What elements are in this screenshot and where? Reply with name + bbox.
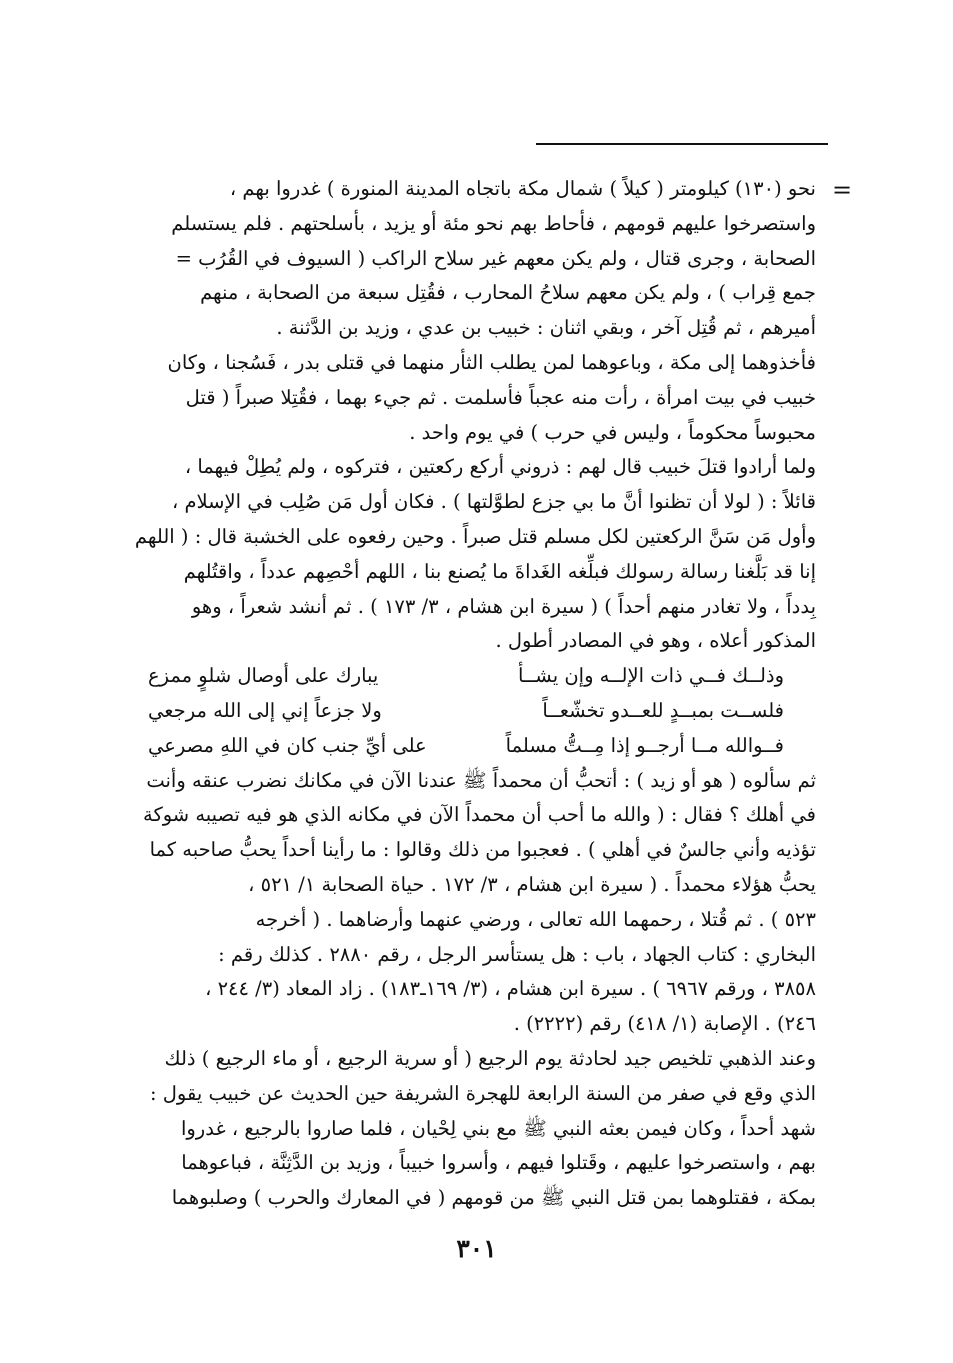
footnote-line: قائلاً : ( لولا أن تظنوا أنَّ ما بي جزع لطوَّلتها ) . فكان أول مَن صُلِب في الإسلام ، [171, 490, 816, 514]
footnote-line: وأول مَن سَنَّ الركعتين لكل مسلم قتل صبراً . وحين رفعوه على الخشبة قال : ( اللهم [134, 524, 816, 548]
footnote-line: الذي وقع في صفر من السنة الرابعة للهجرة الشريفة حين الحديث عن خبيب يقول : [149, 1081, 816, 1105]
footnote-line: ثم سألوه ( هو أو زيد ) : أتحبُّ أن محمداً ﷺ عندنا الآن في مكانك نضرب عنقه وأنت [146, 768, 816, 792]
poem-first-hemistich: فلســت بمبــدٍ للعــدو تخشّعــاً [542, 698, 784, 722]
footnote-line: إنا قد بَلَّغنا رسالة رسولك فبلِّغه الغَداةَ ما يُصنع بنا ، اللهم أحْصِهم عدداً ، واقتُلهم [183, 559, 816, 583]
footnote-line: وعند الذهبي تلخيص جيد لحادثة يوم الرجيع ( أو سرية الرجيع ، أو ماء الرجيع ) ذلك [164, 1046, 816, 1070]
footnote-line: واستصرخوا عليهم قومهم ، فأحاط بهم نحو مئة أو يزيد ، بأسلحتهم . فلم يستسلم [171, 211, 816, 235]
footnote-line: خبيب في بيت امرأة ، رأت منه عجباً فأسلمت . ثم جيء بهما ، فقُتِلا صبراً ( قتل [185, 385, 816, 409]
page-number: ٣٠١ [456, 1234, 497, 1263]
footnote-line: الصحابة ، وجرى قتال ، ولم يكن معهم غير سلاح الراكب ( السيوف في القُرُب = [175, 246, 816, 270]
footnote-line: فأخذوهما إلى مكة ، وباعوهما لمن يطلب الثأر منهما في قتلى بدر ، فَسُجنا ، وكان [167, 350, 816, 374]
poem [118, 659, 816, 763]
footnote-line: البخاري : كتاب الجهاد ، باب : هل يستأسر الرجل ، رقم ٢٨٨٠ . كذلك رقم : [218, 942, 816, 966]
footnote-separator-rule [536, 143, 828, 145]
footnote-line: جمع قِراب ) ، ولم يكن معهم سلاحُ المحارب ، فقُتِل سبعة من الصحابة ، منهم [200, 281, 816, 305]
footnote-line: في أهلك ؟ فقال : ( والله ما أحب أن محمداً الآن في مكانه الذي هو فيه تصيبه شوكة [142, 803, 816, 827]
footnote-line: يحبُّ هؤلاء محمداً . ( سيرة ابن هشام ، ٣/ ١٧٢ . حياة الصحابة ١/ ٥٢١ ، [248, 872, 816, 896]
footnote-line: ٥٢٣ ) . ثم قُتلا ، رحمهما الله تعالى ، ورضي عنهما وأرضاهما . ( أخرجه [255, 907, 816, 931]
footnote-line: تؤذيه وأني جالسٌ في أهلي ) . فعجبوا من ذلك وقالوا : ما رأينا أحداً يحبُّ صاحبه كما [149, 838, 816, 862]
poem-second-hemistich: ولا جزعاً إني إلى الله مرجعي [148, 698, 382, 722]
footnote-line: محبوساً محكوماً ، وليس في حرب ) في يوم واحد . [409, 420, 816, 444]
footnote-line: ٣٨٥٨ ، ورقم ٦٩٦٧ ) . سيرة ابن هشام ، (٣/ ١٦٩ـ١٨٣) . زاد المعاد (٣/ ٢٤٤ ، [205, 977, 816, 1001]
footnote-line: بهم ، واستصرخوا عليهم ، وقَتلوا فيهم ، وأسروا خبيباً ، وزيد بن الدَّثِنَّة ، فباعوهما [181, 1151, 816, 1175]
footnote-line: شهد أحداً ، وكان فيمن بعثه النبي ﷺ مع بني لِحْيان ، فلما صاروا بالرجيع ، غدروا [180, 1116, 816, 1140]
footnote-text [118, 172, 816, 1216]
footnote-line: أميرهم ، ثم قُتِل آخر ، وبقي اثنان : خبيب بن عدي ، وزيد بن الدَّثنة . [276, 316, 816, 340]
poem-first-hemistich: وذلــك فــي ذات الإلــه وإن يشــأ [517, 664, 784, 688]
poem-second-hemistich: على أيِّ جنب كان في اللهِ مصرعي [148, 733, 427, 757]
poem-verse [118, 659, 816, 694]
footnote-line: بمكة ، فقتلوهما بمن قتل النبي ﷺ من قومهم ( في المعارك والحرب ) وصلبوهما [171, 1186, 816, 1210]
footnote-line: المذكور أعلاه ، وهو في المصادر أطول . [495, 629, 816, 653]
poem-first-hemistich: فــوالله مــا أرجــو إذا مِــتُّ مسلماً [505, 733, 784, 757]
footnote-line: بِدداً ، ولا تغادر منهم أحداً ) ( سيرة ابن هشام ، ٣/ ١٧٣ ) . ثم أنشد شعراً ، وهو [191, 594, 816, 618]
footnote-continuation-mark: = [832, 176, 853, 204]
poem-verse [118, 729, 816, 764]
footnote-line: ٢٤٦) . الإصابة (١/ ٤١٨) رقم (٢٢٢٢) . [513, 1012, 816, 1036]
poem-second-hemistich: يبارك على أوصال شلوٍ ممزع [148, 664, 379, 688]
poem-verse [118, 694, 816, 729]
footnote-line: نحو (١٣٠) كيلومتر ( كيلاً ) شمال مكة باتجاه المدينة المنورة ) غدروا بهم ، [229, 177, 816, 200]
footnote-line: ولما أرادوا قتلَ خبيب قال لهم : ذروني أركع ركعتين ، فتركوه ، ولم يُطِلْ فيهما ، [184, 455, 816, 479]
